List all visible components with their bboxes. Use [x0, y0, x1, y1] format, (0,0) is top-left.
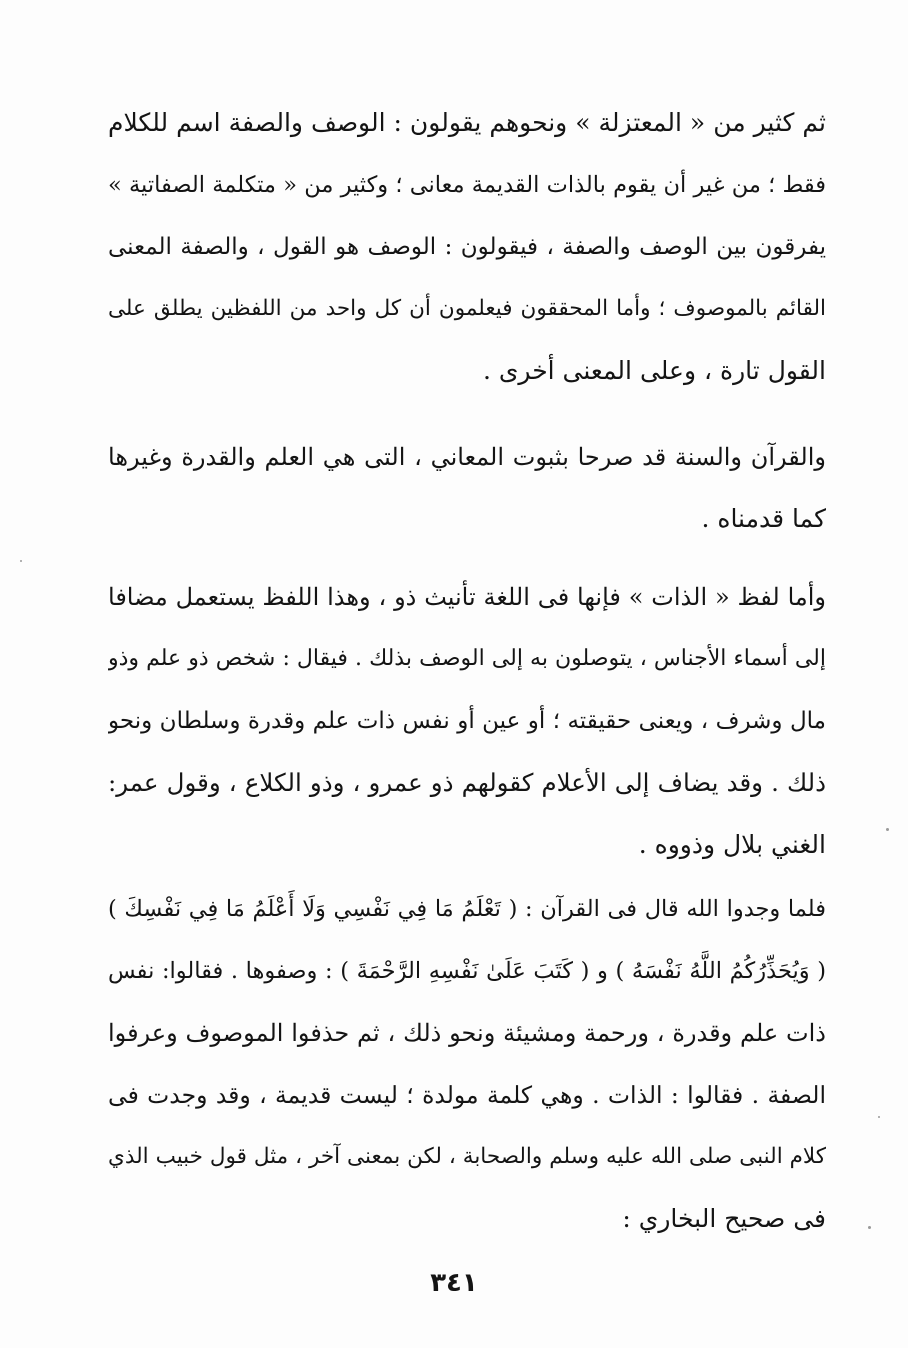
scan-speck [20, 560, 22, 562]
text-line: فلما وجدوا الله قال فى القرآن : ( تَعْلَمُ مَا فِي نَفْسِي وَلَا أَعْلَمُ مَا فِي نَفْسِكَ ) [108, 896, 826, 922]
text-line: فى صحيح البخاري : [622, 1204, 826, 1233]
text-line: ثم كثير من « المعتزلة » ونحوهم يقولون : الوصف والصفة اسم للكلام [108, 108, 826, 137]
paragraph-3 [108, 566, 826, 876]
text-line: يفرقون بين الوصف والصفة ، فيقولون : الوصف هو القول ، والصفة المعنى [108, 234, 826, 260]
text-line: كلام النبى صلى الله عليه وسلم والصحابة ، لكن بمعنى آخر ، مثل قول خبيب الذي [108, 1144, 826, 1169]
paragraph-4 [108, 878, 826, 1250]
paragraph-2 [108, 426, 826, 550]
scan-speck [868, 1226, 871, 1229]
page-number: ٣٤١ [430, 1268, 478, 1298]
text-line: الغني بلال وذووه . [638, 830, 826, 859]
text-line: القائم بالموصوف ؛ وأما المحققون فيعلمون أن كل واحد من اللفظين يطلق على [108, 296, 826, 321]
text-line: والقرآن والسنة قد صرحا بثبوت المعاني ، التى هي العلم والقدرة وغيرها [108, 443, 826, 471]
text-line: مال وشرف ، ويعنى حقيقته ؛ أو عين أو نفس ذات علم وقدرة وسلطان ونحو [108, 708, 826, 734]
text-line: القول تارة ، وعلى المعنى أخرى . [482, 356, 826, 385]
scan-speck [878, 1116, 880, 1118]
paragraph-1 [108, 92, 826, 402]
scan-speck [886, 828, 889, 831]
text-line: وأما لفظ « الذات » فإنها فى اللغة تأنيث ذو ، وهذا اللفظ يستعمل مضافا [108, 583, 826, 611]
text-line: ذات علم وقدرة ، ورحمة ومشيئة ونحو ذلك ، ثم حذفوا الموصوف وعرفوا [108, 1019, 826, 1047]
text-line: فقط ؛ من غير أن يقوم بالذات القديمة معانى ؛ وكثير من « متكلمة الصفاتية » [108, 172, 826, 198]
text-line: الصفة . فقالوا : الذات . وهي كلمة مولدة ؛ ليست قديمة ، وقد وجدت فى [108, 1081, 826, 1109]
text-line: ذلك . وقد يضاف إلى الأعلام كقولهم ذو عمرو ، وذو الكلاع ، وقول عمر: [108, 768, 826, 797]
text-line: كما قدمناه . [701, 504, 826, 533]
text-line: إلى أسماء الأجناس ، يتوصلون به إلى الوصف بذلك . فيقال : شخص ذو علم وذو [108, 646, 826, 671]
text-line: ( وَيُحَذِّرُكُمُ اللَّهُ نَفْسَهُ ) و ( كَتَبَ عَلَىٰ نَفْسِهِ الرَّحْمَةَ ) : وصفوها . فقالوا: نفس [108, 958, 826, 984]
